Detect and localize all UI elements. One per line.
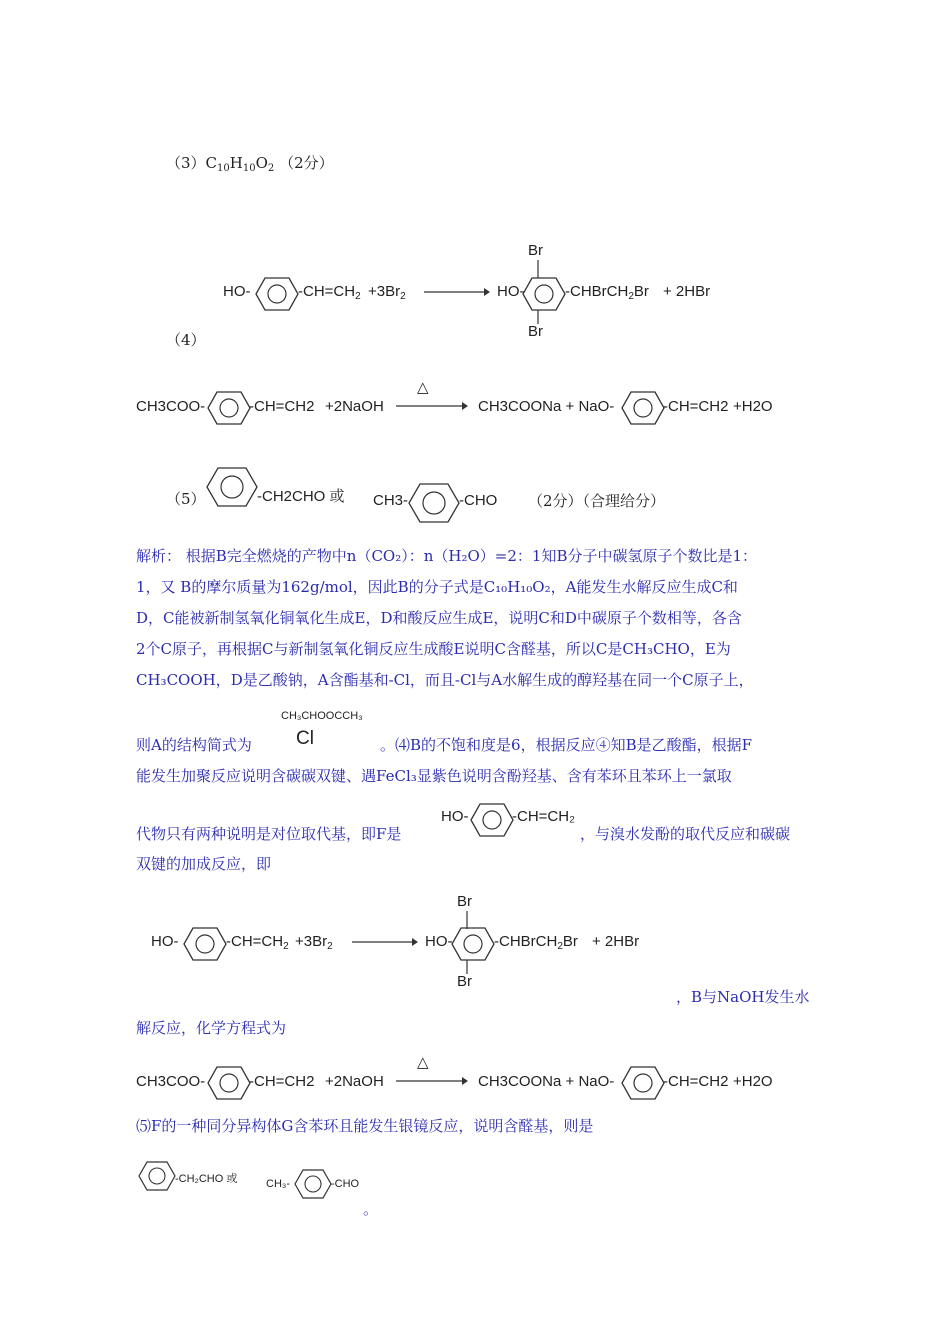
eq2-reagent: +2NaOH xyxy=(325,398,384,415)
analysis-line12: ⑸F的一种同分异构体G含苯环且能发生银镜反应，说明含醛基，则是 xyxy=(136,1117,594,1135)
part5-opt2-head: CH3- xyxy=(373,492,409,509)
analysis-line3: D，C能被新制氢氧化铜氧化生成E，D和酸反应生成E，说明C和D中碳原子个数相等，各含 xyxy=(136,609,742,627)
eq4-left: CH3COO- xyxy=(136,1073,206,1090)
eq1-right-tail-text: -CHBrCH xyxy=(565,283,629,300)
benzene-ring-icon xyxy=(621,1065,665,1101)
f-ho: HO- xyxy=(441,808,469,825)
eq1-br-bottom: Br xyxy=(528,323,543,340)
eq3-right-plus: + 2HBr xyxy=(592,933,640,950)
eq1-left-ho: HO- xyxy=(223,283,251,300)
struct-top: CH₃CHOOCCH₃ xyxy=(281,710,363,722)
reaction-arrow-icon xyxy=(424,287,490,297)
analysis-line11: 解反应，化学方程式为 xyxy=(136,1019,287,1037)
benzene-ring-icon xyxy=(408,482,460,524)
eq2-left-tail: -CH=CH2 xyxy=(249,398,315,415)
eq3-br-bottom: Br xyxy=(457,973,472,990)
eq3-right-tail-sub: 2 xyxy=(557,941,563,952)
benzene-ring-icon xyxy=(470,802,514,838)
eq1-right-plus: + 2HBr xyxy=(663,283,711,300)
eq4-product1: CH3COONa + NaO- xyxy=(478,1073,615,1090)
eq4-water: +H2O xyxy=(733,1073,773,1090)
f-tail: -CH=CH₂ xyxy=(512,808,575,825)
eq3-plus-br xyxy=(295,933,333,952)
formula-h: H xyxy=(229,154,243,172)
part3-label: （3） xyxy=(166,154,206,172)
analysis-line4: 2个C原子，再根据C与新制氢氧化铜反应生成酸E说明C含醛基，所以C是CH₃CHO，E为 xyxy=(136,640,731,658)
benzene-ring-icon xyxy=(294,1168,332,1200)
eq3-right-tail-text: -CHBrCH xyxy=(494,933,558,950)
part5-score: （2分）（合理给分） xyxy=(528,492,666,510)
reaction-arrow-icon xyxy=(396,1076,468,1086)
final-opt2-head: CH₃- xyxy=(266,1178,291,1190)
eq4-reagent: +2NaOH xyxy=(325,1073,384,1090)
eq2-left: CH3COO- xyxy=(136,398,206,415)
eq3-left-tail-sub: 2 xyxy=(283,941,289,952)
formula-h-sub: 10 xyxy=(242,163,256,174)
eq2-product1: CH3COONa + NaO- xyxy=(478,398,615,415)
bond-line xyxy=(536,310,540,324)
formula-o-sub: 2 xyxy=(267,163,275,174)
analysis-line6a: 则A的结构简式为 xyxy=(136,736,252,754)
eq1-plus-br xyxy=(368,283,406,302)
eq4-left-tail: -CH=CH2 xyxy=(249,1073,315,1090)
eq4-product-tail: -CH=CH2 xyxy=(663,1073,729,1090)
bond-line xyxy=(465,960,469,974)
benzene-ring-icon xyxy=(207,390,251,426)
eq3-left-ho: HO- xyxy=(151,933,179,950)
benzene-ring-icon xyxy=(621,390,665,426)
analysis-line1: 解析： 根据B完全燃烧的产物中n（CO₂）：n（H₂O）=2：1知B分子中碳氢原子个数比是1： xyxy=(136,547,758,565)
reaction-arrow-icon xyxy=(352,937,418,947)
eq3-right-tail xyxy=(494,933,578,952)
benzene-ring-icon xyxy=(522,276,566,312)
eq1-br-top: Br xyxy=(528,242,543,259)
part3-line xyxy=(166,152,334,174)
analysis-line2: 1，又 B的摩尔质量为162g/mol，因此B的分子式是C₁₀H₁₀O₂，A能发生水解反应生成C和 xyxy=(136,578,738,596)
benzene-ring-icon xyxy=(207,1065,251,1101)
eq1-left-tail xyxy=(298,283,361,302)
eq3-plus-br-sub: 2 xyxy=(327,941,333,952)
benzene-ring-icon xyxy=(451,926,495,962)
benzene-ring-icon xyxy=(138,1160,176,1192)
analysis-line10: ，B与NaOH发生水 xyxy=(676,988,810,1006)
formula-o: O xyxy=(255,154,268,172)
part5-label: （5） xyxy=(166,490,206,508)
eq3-br-top: Br xyxy=(457,893,472,910)
analysis-line7: 能发生加聚反应说明含碳碳双键、遇FeCl₃显紫色说明含酚羟基、含有苯环且苯环上一氯取 xyxy=(136,767,732,785)
eq2-product-tail: -CH=CH2 xyxy=(663,398,729,415)
eq1-plus-br-sub: 2 xyxy=(400,291,406,302)
eq3-left-tail xyxy=(226,933,289,952)
part4-label: （4） xyxy=(166,331,206,349)
eq1-plus-br-text: +3Br xyxy=(368,283,401,300)
eq3-right-ho: HO- xyxy=(425,933,453,950)
part3-score: （2分） xyxy=(279,154,334,172)
final-opt1: -CH₂CHO 或 xyxy=(175,1173,238,1185)
heat-condition: △ xyxy=(417,379,429,396)
analysis-line8b: ，与溴水发酚的取代反应和碳碳 xyxy=(580,825,791,843)
formula-c-sub: 10 xyxy=(217,163,230,174)
analysis-line9: 双键的加成反应，即 xyxy=(136,855,272,873)
eq3-plus-br-text: +3Br xyxy=(295,933,328,950)
part5-opt2-tail: -CHO xyxy=(459,492,498,509)
final-opt2-tail: -CHO xyxy=(331,1178,360,1190)
eq1-left-tail-text: -CH=CH xyxy=(298,283,356,300)
part5-opt1: -CH2CHO 或 xyxy=(257,488,345,505)
eq1-right-tail xyxy=(565,283,649,302)
benzene-ring-icon xyxy=(206,466,258,508)
analysis-line5: CH₃COOH，D是乙酸钠，A含酯基和-Cl，而且-Cl与A水解生成的醇羟基在同一个C原子上， xyxy=(136,671,754,689)
formula-c: C xyxy=(205,154,218,172)
final-period: 。 xyxy=(363,1200,379,1218)
eq3-left-tail-text: -CH=CH xyxy=(226,933,284,950)
benzene-ring-icon xyxy=(183,926,227,962)
analysis-line6b: 。⑷B的不饱和度是6，根据反应④知B是乙酸酯，根据F xyxy=(380,736,752,754)
eq3-right-tail-end: Br xyxy=(562,933,578,950)
heat-condition: △ xyxy=(417,1054,429,1071)
struct-cl: Cl xyxy=(296,728,314,749)
reaction-arrow-icon xyxy=(396,401,468,411)
eq2-water: +H2O xyxy=(733,398,773,415)
eq1-right-tail-end: Br xyxy=(633,283,649,300)
benzene-ring-icon xyxy=(255,276,299,312)
eq1-right-ho: HO- xyxy=(497,283,525,300)
eq1-right-tail-sub: 2 xyxy=(628,291,634,302)
analysis-line8a: 代物只有两种说明是对位取代基，即F是 xyxy=(136,825,402,843)
eq1-left-tail-sub: 2 xyxy=(355,291,361,302)
